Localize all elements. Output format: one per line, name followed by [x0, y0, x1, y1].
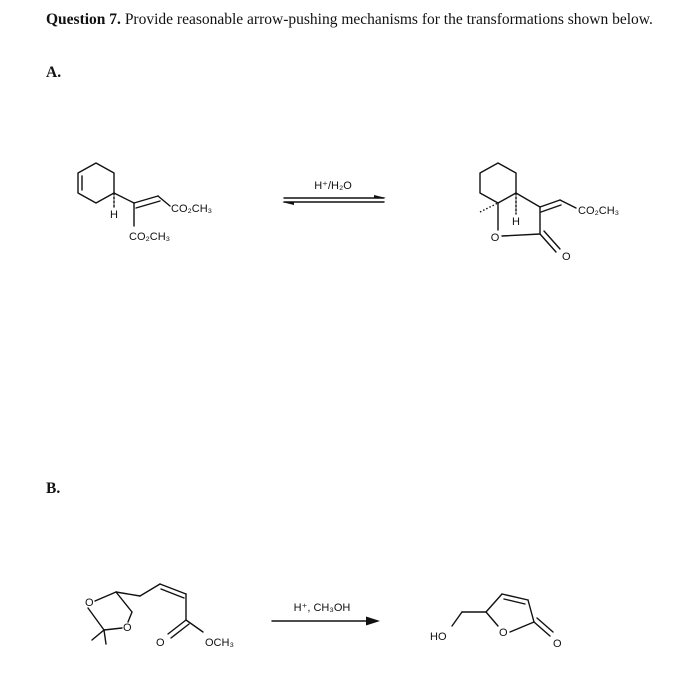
part-a-reactant-ester-bottom: CO₂CH₃: [129, 231, 171, 243]
part-a-label: A.: [46, 64, 62, 81]
part-a-reactant-ester-top: CO₂CH₃: [171, 203, 213, 215]
part-a-product-h: H: [512, 216, 520, 228]
part-b-product-o-carbonyl: O: [553, 638, 562, 650]
part-a-reactant: [78, 163, 212, 243]
question-number: Question 7.: [46, 11, 121, 28]
part-b-product-o-ring: O: [499, 627, 508, 639]
part-b-reactant: [85, 584, 234, 649]
part-b-reactant-ester: OCH₃: [205, 637, 234, 649]
part-b-label: B.: [46, 480, 61, 497]
part-a-product-ester: CO₂CH₃: [578, 205, 620, 217]
part-a-arrow: [282, 180, 386, 205]
part-b-product-ho: HO: [430, 631, 447, 643]
part-a-product: [480, 163, 619, 263]
question-text: Provide reasonable arrow-pushing mechanisms for the transformations shown below.: [124, 11, 653, 28]
part-b-reactant-o-top: O: [85, 597, 94, 609]
part-b-reactant-o-carbonyl: O: [156, 637, 165, 649]
part-b-product: [430, 594, 562, 650]
part-b-arrow: [272, 602, 380, 626]
part-b-reagent: H⁺, CH₃OH: [293, 602, 351, 614]
part-a-reagent: H⁺/H₂O: [314, 180, 352, 192]
part-a-product-carbonyl-o: O: [562, 251, 571, 263]
part-a-product-ring-o: O: [490, 232, 500, 244]
part-b-reactant-o-ring: O: [123, 622, 132, 634]
part-a-reactant-h: H: [110, 209, 118, 221]
